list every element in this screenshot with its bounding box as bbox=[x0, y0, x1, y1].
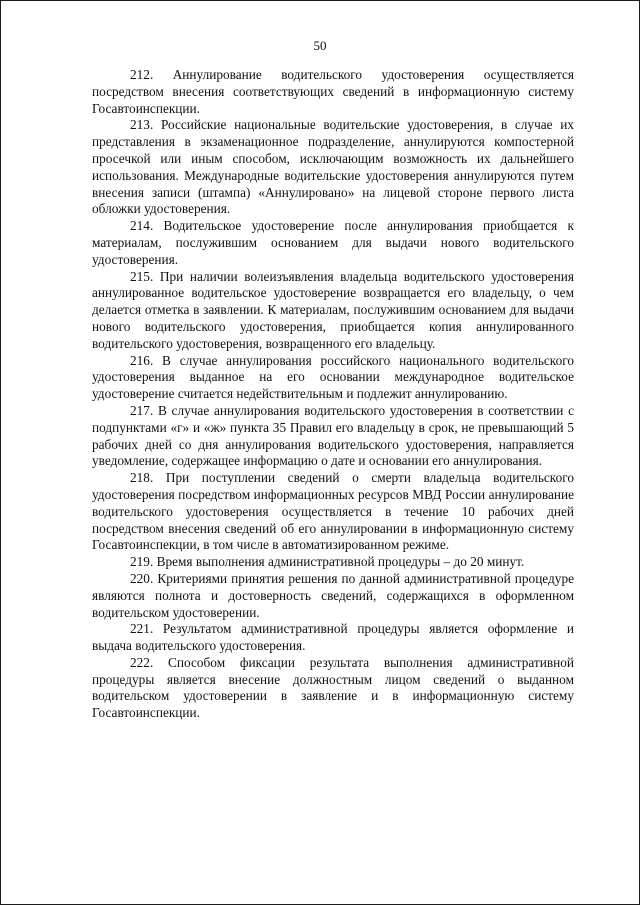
paragraph-217: 217. В случае аннулирования водительского удостоверения в соответствии с подпунктами «г» и «ж» пункта 35 Правил его владельцу в срок, не превышающий 5 рабочих дней со дня аннулирования водительского удостоверения, направляется уведомление, содержащее информацию о дате и основании его аннулирования. bbox=[92, 402, 574, 469]
document-body bbox=[92, 67, 574, 722]
paragraph-219: 219. Время выполнения административной процедуры – до 20 минут. bbox=[130, 554, 525, 570]
paragraph-215: 215. При наличии волеизъявления владельца водительского удостоверения аннулированное водительское удостоверение возвращается его владельцу, о чем делается отметка в заявлении. К материалам, послужившим основанием для выдачи нового водительского удостоверения, приобщается копия аннулированного водительского удостоверения, возвращенного его владельцу. bbox=[92, 268, 574, 351]
paragraph-220: 220. Критериями принятия решения по данной административной процедуре являются полнота и достоверность сведений, содержащихся в оформленном водительском удостоверении. bbox=[92, 570, 574, 620]
paragraph-218: 218. При поступлении сведений о смерти владельца водительского удостоверения посредством информационных ресурсов МВД России аннулирование водительского удостоверения осуществляется в течение 10 рабочих дней посредством внесения сведений об его аннулировании в информационную систему Госавтоинспекции, в том числе в автоматизированном режиме. bbox=[92, 470, 574, 553]
paragraph-212: 212. Аннулирование водительского удостоверения осуществляется посредством внесения соответствующих сведений в информационную систему Госавтоинспекции. bbox=[92, 67, 574, 116]
paragraph-214: 214. Водительское удостоверение после аннулирования приобщается к материалам, послужившим основанием для выдачи нового водительского удостоверения. bbox=[92, 218, 574, 267]
paragraph-216: 216. В случае аннулирования российского национального водительского удостоверения выданное на его основании международное водительское удостоверение считается недействительным и подлежит аннулированию. bbox=[92, 352, 574, 402]
paragraph-222: 222. Способом фиксации результата выполнения административной процедуры является внесение должностным лицом сведений о выданном водительском удостоверении в заявление и в информационную систему Госавтоинспекции. bbox=[92, 654, 574, 721]
page-number: 50 bbox=[313, 38, 327, 53]
paragraph-221: 221. Результатом административной процедуры является оформление и выдача водительского удостоверения. bbox=[92, 621, 574, 654]
paragraph-213: 213. Российские национальные водительские удостоверения, в случае их представления в экзаменационное подразделение, аннулируются компостерной просечкой или иным способом, исключающим возможность их дальнейшего использования. Международные водительские удостоверения аннулируются путем внесения записи (штампа) «Аннулировано» на лицевой стороне первого листа обложки удостоверения. bbox=[92, 117, 574, 217]
